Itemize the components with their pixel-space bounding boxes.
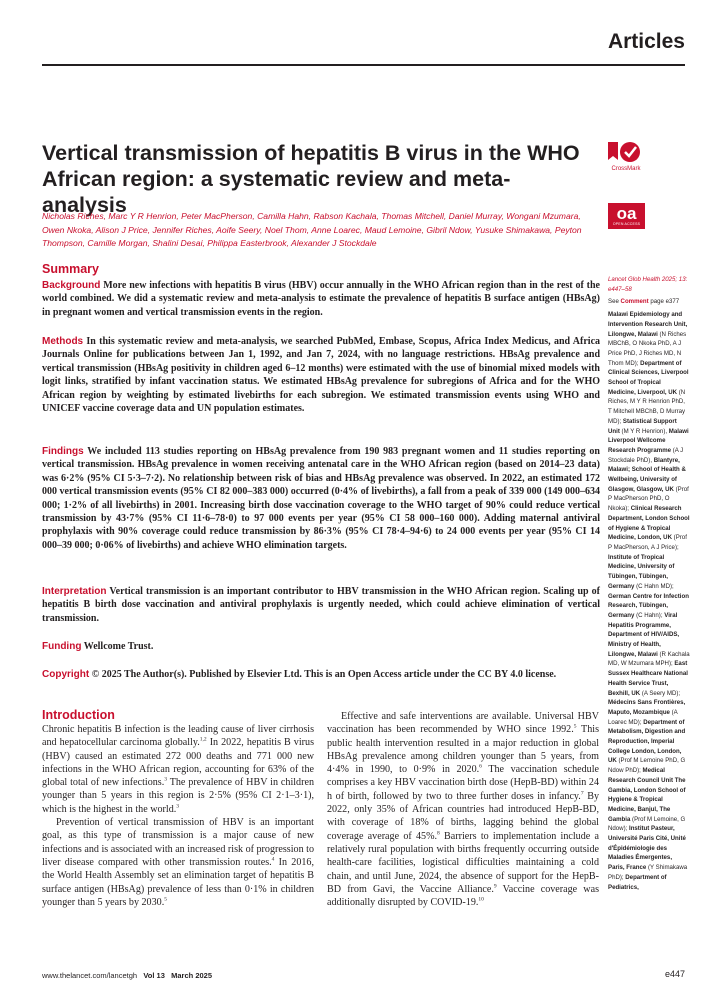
funding-text: Wellcome Trust. <box>83 641 154 652</box>
abstract-copyright <box>42 668 600 681</box>
abstract-funding <box>42 640 600 653</box>
interpretation-label: Interpretation <box>42 586 107 597</box>
see-comment: See Comment page e377 <box>608 298 680 306</box>
page-number: e447 <box>664 969 685 979</box>
abstract-methods <box>42 335 600 415</box>
intro-paragraph: Chronic hepatitis B infection is the leading cause of liver cirrhosis and hepatocellular carcinoma globally.$^{1,2}$ In 2022, hepatitis B virus (HBV) caused an estimated 272 000 deaths and 771 000 new infections in the WHO African region, accounting for 63% of the global total of new infections.$^3$ The prevalence of HBV in children younger than 5 years in this region is 2·5% (95% CI 2·1–3·1), which is the highest in the world.$^3$ <box>42 724 314 815</box>
comment-link[interactable]: Comment <box>620 298 649 306</box>
abstract-interpretation <box>42 585 600 625</box>
intro-paragraph: Effective and safe interventions are available. Universal HBV vaccination has been recommended by WHO since 1992.$^5$ This public health intervention resulted in a major reduction in global HBsAg prevalence among children younger than 5 years, from 4·4% in 1990, to 0·9% in 2020.$^6$ The vaccination schedule comprises a key HBV vaccination birth dose (HepB-BD) within 24 h of birth, followed by two to three further doses in infancy.$^7$ By 2022, only 35% of African countries had introduced HepB-BD, with coverage of 18% of births, lagging behind the global coverage average of 45%.$^8$ Barriers to implementation include a relatively rural population with births frequently occurring outside health-care facilities, logistical difficulties maintaining a cold chain, and until June, 2024, the absence of support for the HepB-BD from Gavi, the Vaccine Alliance.$^9$ Vaccine coverage was additionally disrupted by COVID-19.10 <box>327 711 600 909</box>
interpretation-text: Vertical transmission is an important contributor to HBV transmission in the WHO African region. Scaling up of hepatitis B birth dose vaccination and antiviral prophylaxis is urgently needed, which could achieve elimination of vertical transmission. <box>42 586 601 624</box>
intro-column-2 <box>327 710 599 909</box>
methods-text: In this systematic review and meta-analysis, we searched PubMed, Embase, Scopus, Africa Index Medicus, and Africa Journals Online for publications between Jan 1, 1992, and Jan 7, 2024, with no language restrictions. HBsAg prevalence and vertical transmission (HBsAg positivity in children aged 6–12 months) were estimated with the use of binomial mixed models with logit links, stratified by infant vaccination status. We estimated HBsAg prevalence for subregions of Africa and for the WHO African region by weighting by estimated livebirths for each subregion. We estimated transmission events using WHO and UNICEF vaccine coverage data and UN population estimates. <box>42 336 601 415</box>
funding-label: Funding <box>42 641 82 652</box>
intro-paragraph: Prevention of vertical transmission of HBV is an important goal, as this type of transmission is a major cause of new infections and is associated with an increased risk of progression to liver disease compared with other transmission routes.$^4$ In 2016, the World Health Assembly set an elimination target of hepatitis B surface antigen (HBsAg) prevalence of less than 0·1% in children younger than 5 years by 2030.$^5$ <box>42 817 314 908</box>
section-label: Articles <box>607 30 685 53</box>
crossmark-bookmark-shape <box>608 142 618 160</box>
background-text: More new infections with hepatitis B virus (HBV) occur annually in the WHO African region than in the rest of the world combined. We did a systematic review and meta-analysis to estimate the prevalence of hepatitis B surface antigen (HBsAg) in pregnant women and vertical transmission events in the region. <box>42 280 600 318</box>
affiliations: Malawi Epidemiology and Intervention Research Unit, Lilongwe, Malawi (N Riches MBChB, O Nkoka PhD, A J Price PhD, J Riches MD, N Thom MD); Department of Clinical Sciences, Liverpool School of Tropical Medicine, Liverpool, UK (N Riches, M Y R Henrion PhD, T Mitchell MBChB, D Murray MD); Statistical Support Unit (M Y R Henrion), Malawi Liverpool Wellcome Research Programme (A J Stockdale PhD), Blantyre, Malawi; School of Health & Wellbeing, University of Glasgow, Glasgow, UK (Prof P MacPherson PhD, O Nkoka); Clinical Research Department, London School of Hygiene & Tropical Medicine, London, UK (Prof P MacPherson, A J Price); Institute of Tropical Medicine, University of Tübingen, Tübingen, Germany (C Hahn MD); German Centre for Infection Research, Tübingen, Germany (C Hahn); Viral Hepatitis Programme, Department of HIV/AIDS, Ministry of Health, Lilongwe, Malawi (R Kachala MD, W Mzumara MPH); East Sussex Healthcare National Health Service Trust, Bexhill, UK (A Seery MD); Médecins Sans Frontières, Maputo, Mozambique (A Loarec MD); Department of Metabolism, Digestion and Reproduction, Imperial College London, London, UK (Prof M Lemoine PhD, G Ndow PhD); Medical Research Council Unit The Gambia, London School of Hygiene & Tropical Medicine, Banjul, The Gambia (Prof M Lemoine, G Ndow); Institut Pasteur, Université Paris Cité, Unité d'Épidémiologie des Maladies Émergentes, Paris, France (Y Shimakawa PhD); Department of Pediatrics, <box>608 311 690 891</box>
sidebar <box>608 275 690 892</box>
crossmark-icon[interactable] <box>606 138 646 178</box>
introduction-heading: Introduction <box>42 708 115 722</box>
footer-url[interactable]: www.thelancet.com/lancetgh <box>42 971 138 980</box>
summary-heading: Summary <box>42 262 99 276</box>
oa-text: oa <box>616 204 637 223</box>
crossmark-circle-shape <box>620 142 640 162</box>
journal-citation: Lancet Glob Health 2025; 13: e447–58 <box>608 276 688 293</box>
copyright-label: Copyright <box>42 669 90 680</box>
background-label: Background <box>42 280 101 291</box>
author-list: Nicholas Riches, Marc Y R Henrion, Peter MacPherson, Camilla Hahn, Rabson Kachala, Thomas Mitchell, Daniel Murray, Wongani Mzumara, Owen Nkoka, Alison J Price, Jennifer Riches, Aoife Seery, Noel Thom, Anne Loarec, Maud Lemoine, Gibril Ndow, Yusuke Shimakawa, Peyton Thompson, Camille Morgan, Shalini Desai, Philippa Easterbrook, Alexander J Stockdale <box>42 211 582 249</box>
footer-info <box>42 971 212 980</box>
findings-label: Findings <box>42 446 84 457</box>
abstract-background <box>42 279 600 319</box>
abstract-findings <box>42 445 600 552</box>
findings-text: We included 113 studies reporting on HBsAg prevalence from 190 983 pregnant women and 11 studies reporting on vertical transmission. HBsAg prevalence in women receiving antenatal care in the WHO African region (based on 2014–23 data) was 6·2% (95% CI 5·3–7·2). No relationship between risk of bias and HBsAg prevalence was observed. In 2022, an estimated 172 000 vertical transmission events (95% CI 82 000–383 000) occurred (0·4% of livebirths), a fall from a peak of 339 000 (149 000–634 000; 1·2% of all livebirths) in 2001. Increasing birth dose vaccination coverage to the WHO target of 90% could reduce vertical transmission by 43·7% (95% CI 11·6–78·0) to 97 000 events per year (95% CI 58 000–160 000). Adding maternal antiviral prophylaxis with 90% coverage could reduce transmission by 86·3% (95% CI 78·4–94·6) to 24 000 events per year (95% CI 14 000–39 000; 0·06% of livebirths) and achieve WHO elimination targets. <box>42 446 600 551</box>
intro-column-1 <box>42 723 314 909</box>
footer-date: March 2025 <box>171 971 212 980</box>
methods-label: Methods <box>42 336 84 347</box>
crossmark-label: CrossMark <box>611 166 641 172</box>
copyright-text: © 2025 The Author(s). Published by Elsevier Ltd. This is an Open Access article under the CC BY 4.0 license. <box>91 669 557 680</box>
footer-volume: Vol 13 <box>143 971 165 980</box>
open-access-sublabel: OPEN ACCESS <box>612 222 641 226</box>
header-rule <box>42 64 685 66</box>
article-title: Vertical transmission of hepatitis B virus in the WHO African region: a systematic review and meta-analysis <box>42 141 580 217</box>
